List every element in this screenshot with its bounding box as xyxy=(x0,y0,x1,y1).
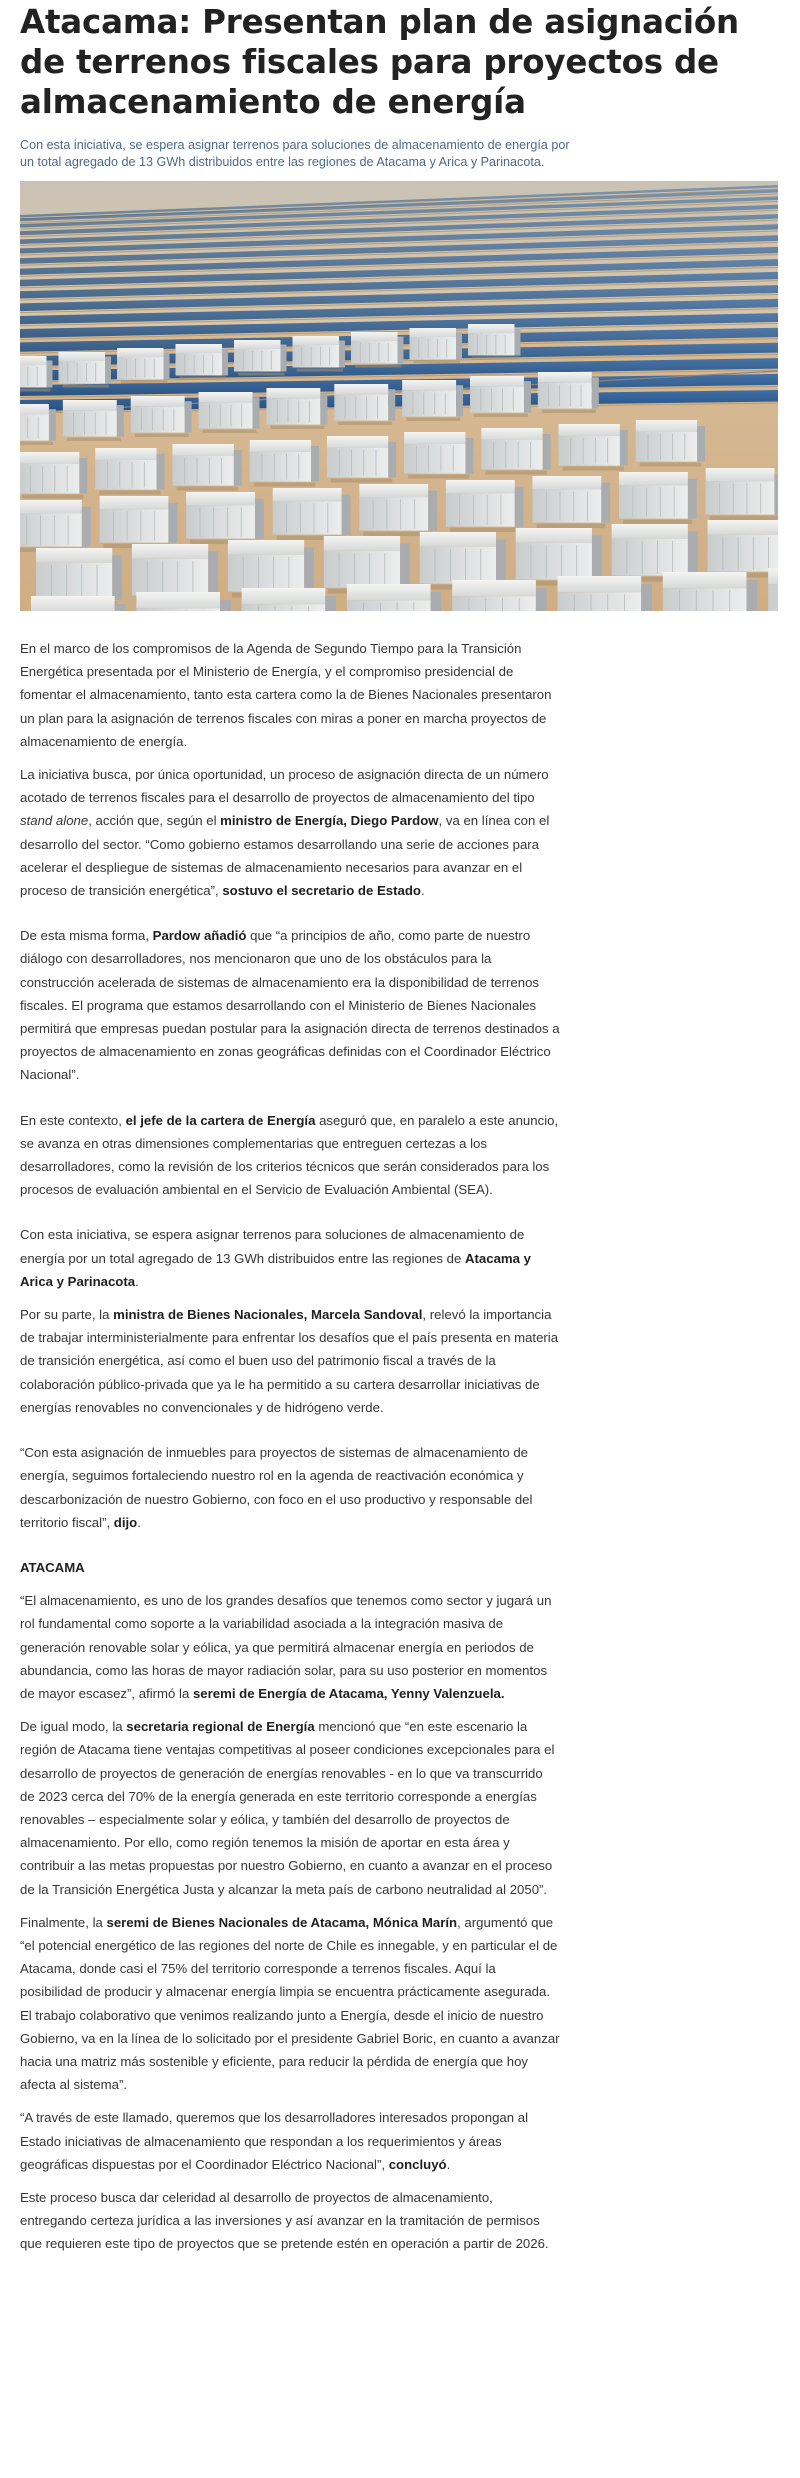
paragraph-4: En este contexto, el jefe de la cartera de Energía aseguró que, en paralelo a este anuncio, se avanza en otras dimensiones complementarias que entreguen certezas a los desarrolladores, como la revisión de los criterios técnicos que serán considerados para los procesos de evaluación ambiental en el Servicio de Evaluación Ambiental (SEA). xyxy=(20,1112,559,1198)
paragraph-1: En el marco de los compromisos de la Agenda de Segundo Tiempo para la Transición Energética presentada por el Ministerio de Energía, y el compromiso presidencial de fomentar el almacenamiento, tanto esta cartera como la de Bienes Nacionales presentaron un plan para la asignación de terrenos fiscales con miras a poner en marcha proyectos de almacenamiento de energía. xyxy=(20,641,552,749)
paragraph-8: “El almacenamiento, es uno de los grandes desafíos que tenemos como sector y jugará un rol fundamental como soporte a la variabilidad asociada a la integración masiva de generación renovable solar y eólica, ya que permitirá almacenar energía en periodos de abundancia, como las horas de mayor radiación solar, para su uso posterior en momentos de mayor escasez”, afirmó la seremi de Energía de Atacama, Yenny Valenzuela. xyxy=(20,1593,552,1701)
paragraph-10: Finalmente, la seremi de Bienes Nacionales de Atacama, Mónica Marín, argumentó que “el potencial energético de las regiones del norte de Chile es innegable, y en particular el de Atacama, donde casi el 75% del territorio corresponde a terrenos fiscales. Aquí la posibilidad de producir y almacenar energía limpia se encuentra prácticamente asegurada. El trabajo colaborativo que venimos realizando junto a Energía, desde el inicio de nuestro Gobierno, va en la línea de lo solicitado por el presidente Gabriel Boric, en cuanto a avanzar hacia una matriz más sostenible y eficiente, para reducir la pérdida de energía que hoy afecta al sistema”. xyxy=(20,1914,560,2093)
paragraph-7: “Con esta asignación de inmuebles para proyectos de sistemas de almacenamiento de energía, seguimos fortaleciendo nuestro rol en la agenda de reactivación económica y descarbonización de nuestro Gobierno, con foco en el uso productivo y responsable del territorio fiscal”, dijo. xyxy=(20,1445,533,1530)
paragraph-5: Con esta iniciativa, se espera asignar terrenos para soluciones de almacenamiento de energía por un total agregado de 13 GWh distribuidos entre las regiones de Atacama y Arica y Parinacota. xyxy=(20,1227,531,1289)
paragraph-9: De igual modo, la secretaria regional de Energía mencionó que “en este escenario la región de Atacama tiene ventajas competitivas al poseer condiciones excepcionales para el desarrollo de proyectos de generación de energías renovables - en lo que va transcurrido de 2023 cerca del 70% de la energía generada en este territorio corresponde a energías renovables – especialmente solar y eólica, y también del desarrollo de proyectos de almacenamiento. Por ello, como región tenemos la misión de aportar en esta área y contribuir a las metas propuestas por nuestro Gobierno, en cuanto a avanzar en el proceso de la Transición Energética Justa y alcanzar la meta país de carbono neutralidad al 2050”. xyxy=(20,1719,555,1897)
paragraph-3: De esta misma forma, Pardow añadió que “a principios de año, como parte de nuestro diálogo con desarrolladores, nos mencionaron que uno de los obstáculos para la construcción acelerada de sistemas de almacenamiento era la disponibilidad de terrenos fiscales. El programa que estamos desarrollando con el Ministerio de Bienes Nacionales permitirá que empresas puedan postular para la asignación directa de terrenos destinados a proyectos de almacenamiento en zonas geográficas definidas con el Coordinador Eléctrico Nacional”. xyxy=(20,928,560,1083)
hero-image xyxy=(20,181,778,611)
paragraph-6: Por su parte, la ministra de Bienes Nacionales, Marcela Sandoval, relevó la importancia de trabajar interministerialmente para enfrentar los desafíos que el país presenta en materia de transición energética, así como el buen uso del patrimonio fiscal a través de la colaboración público-privada que ya le ha permitido a su cartera desarrollar iniciativas de energías renovables no convencionales y de hidrógeno verde. xyxy=(20,1307,559,1415)
article-body xyxy=(20,637,560,2256)
paragraph-11: “A través de este llamado, queremos que los desarrolladores interesados propongan al Estado iniciativas de almacenamiento que respondan a los requerimientos y áreas geográficas dispuestas por el Coordinador Eléctrico Nacional”, concluyó. xyxy=(20,2110,529,2172)
article-title: Atacama: Presentan plan de asignación de terrenos fiscales para proyectos de almacenamiento de energía xyxy=(20,3,739,121)
paragraph-2: La iniciativa busca, por única oportunidad, un proceso de asignación directa de un número acotado de terrenos fiscales para el desarrollo de proyectos de almacenamiento del tipo stand alone, acción que, según el ministro de Energía, Diego Pardow, va en línea con el desarrollo del sector. “Como gobierno estamos desarrollando una serie de acciones para acelerar el despliegue de sistemas de almacenamiento necesarios para avanzar en el proceso de transición energética”, sostuvo el secretario de Estado. xyxy=(20,767,550,899)
section-heading-atacama: ATACAMA xyxy=(20,1559,85,1575)
article-lead: Con esta iniciativa, se espera asignar terrenos para soluciones de almacenamiento de energía por un total agregado de 13 GWh distribuidos entre las regiones de Atacama y Arica y Parinacota. xyxy=(20,138,570,169)
paragraph-12: Este proceso busca dar celeridad al desarrollo de proyectos de almacenamiento, entregando certeza jurídica a las inversiones y así avanzar en la tramitación de permisos que requieren este tipo de proyectos que se pretende estén en operación a partir de 2026. xyxy=(20,2189,549,2252)
